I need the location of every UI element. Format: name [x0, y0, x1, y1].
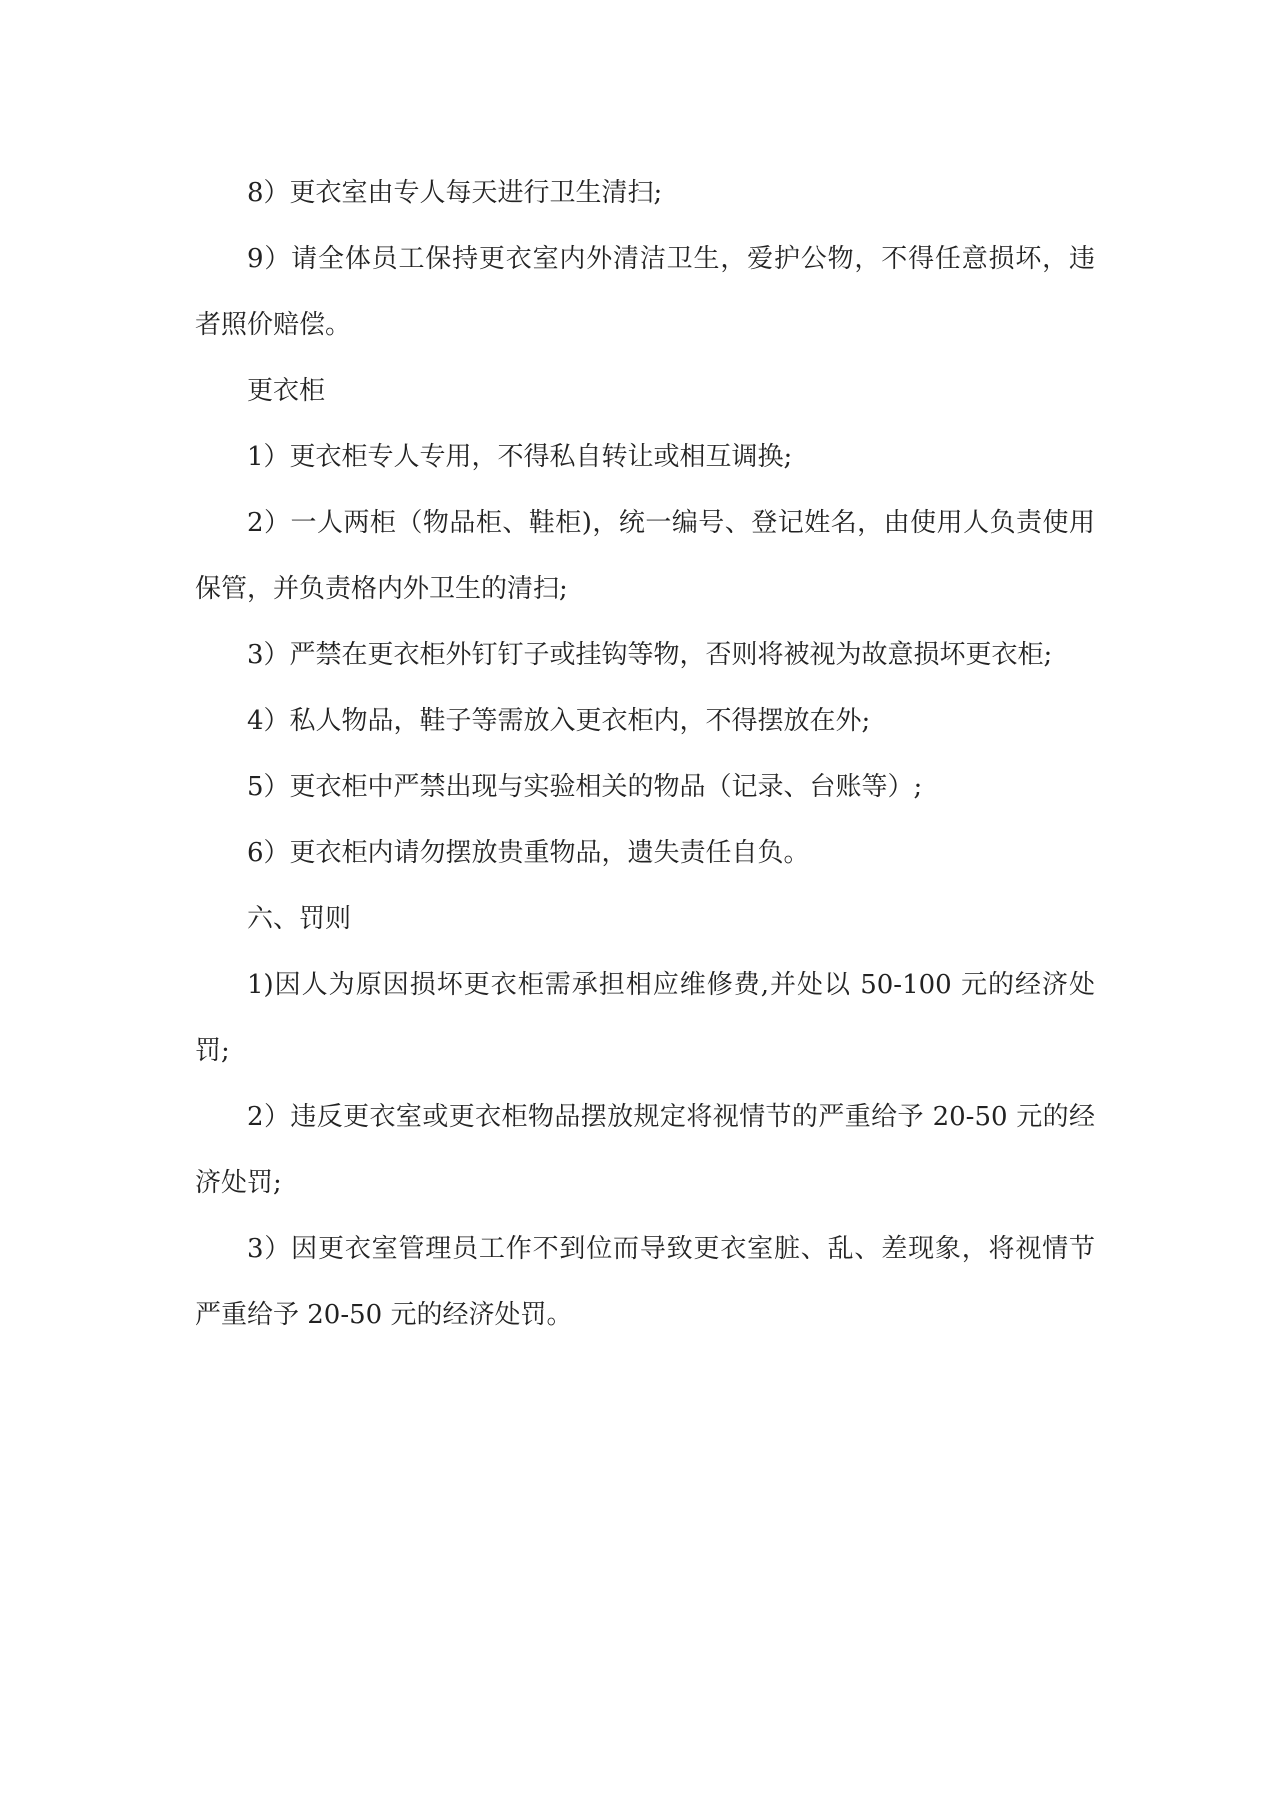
- paragraph-penalty-1: 1)因人为原因损坏更衣柜需承担相应维修费,并处以 50-100 元的经济处罚;: [195, 970, 1095, 1066]
- paragraph-locker-1: 1）更衣柜专人专用，不得私自转让或相互调换;: [247, 442, 793, 472]
- paragraph-locker-2: 2）一人两柜（物品柜、鞋柜)，统一编号、登记姓名，由使用人负责使用保管，并负责格内外卫生的清扫;: [195, 508, 1095, 604]
- paragraph-penalty-2: 2）违反更衣室或更衣柜物品摆放规定将视情节的严重给予 20-50 元的经济处罚;: [195, 1102, 1095, 1198]
- paragraph-rule-9: 9）请全体员工保持更衣室内外清洁卫生，爱护公物，不得任意损坏，违者照价赔偿。: [195, 244, 1095, 340]
- paragraph-rule-8: 8）更衣室由专人每天进行卫生清扫;: [247, 178, 663, 208]
- document-body: [195, 160, 1095, 1348]
- paragraph-locker-3: 3）严禁在更衣柜外钉钉子或挂钩等物，否则将被视为故意损坏更衣柜;: [247, 640, 1053, 670]
- section-heading-penalties: 六、罚则: [247, 904, 352, 934]
- section-heading-locker: 更衣柜: [247, 376, 326, 406]
- paragraph-locker-6: 6）更衣柜内请勿摆放贵重物品，遗失责任自负。: [247, 838, 810, 868]
- paragraph-locker-4: 4）私人物品，鞋子等需放入更衣柜内，不得摆放在外;: [247, 706, 871, 736]
- paragraph-locker-5: 5）更衣柜中严禁出现与实验相关的物品（记录、台账等）;: [247, 772, 923, 802]
- paragraph-penalty-3: 3）因更衣室管理员工作不到位而导致更衣室脏、乱、差现象，将视情节严重给予 20-50 元的经济处罚。: [195, 1234, 1095, 1330]
